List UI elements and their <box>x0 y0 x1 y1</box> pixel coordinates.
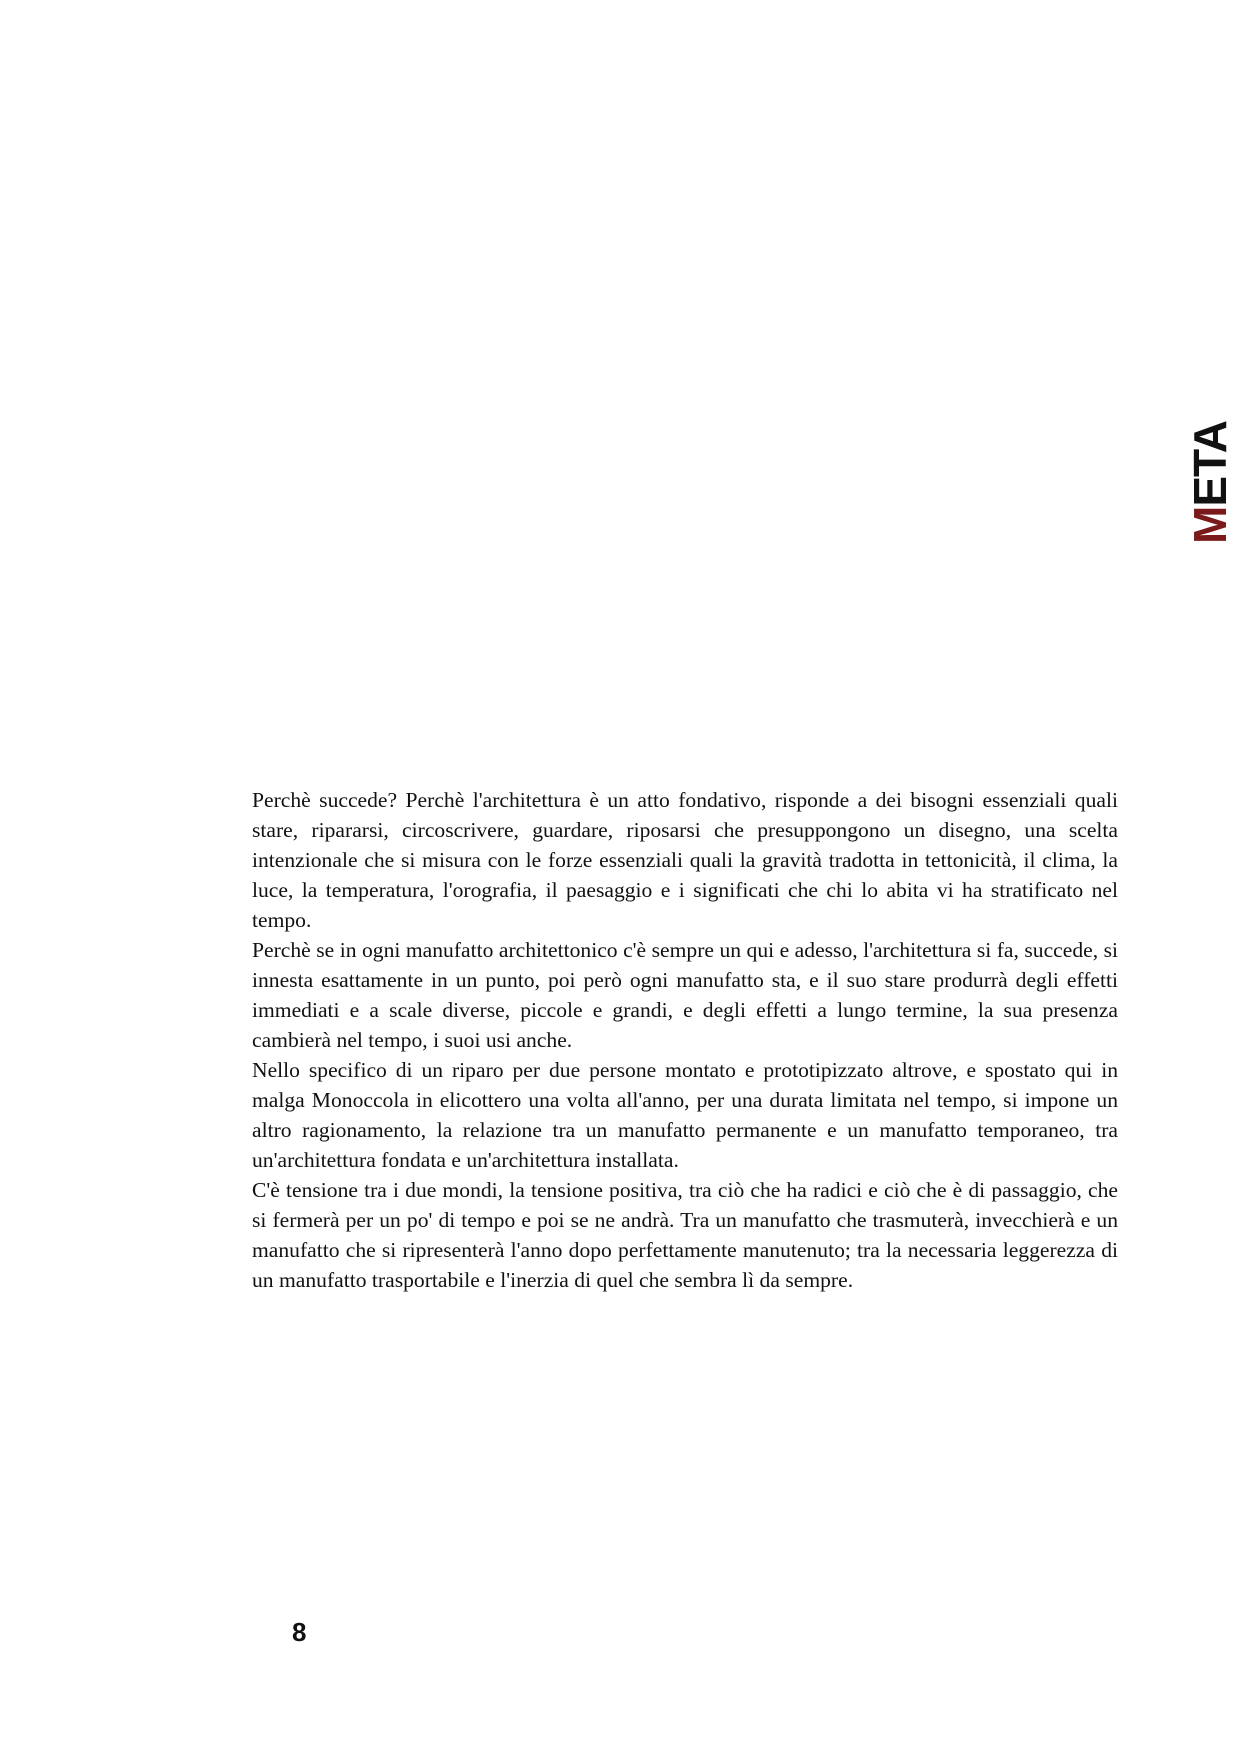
paragraph-2: Perchè se in ogni manufatto architettonico c'è sempre un qui e adesso, l'architettura si fa, succede, si innesta esattamente in un punto, poi però ogni manufatto sta, e il suo stare produrrà degli effetti immediati e a scale diverse, piccole e grandi, e degli effetti a lungo termine, la sua presenza cambierà nel tempo, i suoi usi anche. <box>252 938 1118 1052</box>
side-logo <box>1184 421 1236 544</box>
paragraph-4: C'è tensione tra i due mondi, la tensione positiva, tra ciò che ha radici e ciò che è di passaggio, che si fermerà per un po' di tempo e poi se ne andrà. Tra un manufatto che trasmuterà, invecchierà e un manufatto che si ripresenterà l'anno dopo perfettamente manutenuto; tra la necessaria leggerezza di un manufatto trasportabile e l'inerzia di quel che sembra lì da sempre. <box>252 1178 1118 1292</box>
paragraph-1: Perchè succede? Perchè l'architettura è un atto fondativo, risponde a dei bisogni essenziali quali stare, ripararsi, circoscrivere, guardare, riposarsi che presuppongono un disegno, una scelta intenzionale che si misura con le forze essenziali quali la gravità tradotta in tettonicità, il clima, la luce, la temperatura, l'orografia, il paesaggio e i significati che chi lo abita vi ha stratificato nel tempo. <box>252 788 1118 932</box>
page-number: 8 <box>292 1617 307 1647</box>
logo-letters-eta: ETA <box>1184 421 1236 507</box>
body-text <box>252 785 1118 1295</box>
logo-letter-m: M <box>1184 506 1236 544</box>
paragraph-3: Nello specifico di un riparo per due persone montato e prototipizzato altrove, e spostato qui in malga Monoccola in elicottero una volta all'anno, per una durata limitata nel tempo, si impone un altro ragionamento, la relazione tra un manufatto permanente e un manufatto temporaneo, tra un'architettura fondata e un'architettura installata. <box>252 1058 1118 1172</box>
logo-wordmark <box>1184 421 1236 544</box>
